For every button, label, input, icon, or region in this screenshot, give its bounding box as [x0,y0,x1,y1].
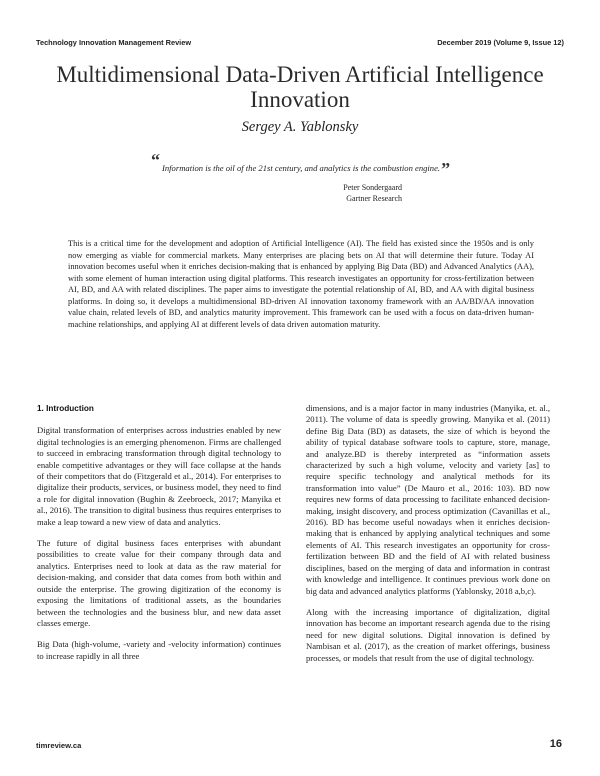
epigraph-affiliation: Gartner Research [346,194,402,203]
journal-name: Technology Innovation Management Review [36,38,192,47]
paragraph: Digital transformation of enterprises across industries enabled by new digital technologies is an emerging phenomenon. Firms are challenged to succeed in embracing transformation through digital technology to enable competitive advantages or they will face collapse at the hands of their competitors that do (Fitzgerald et al., 2014). For enterprises to digitalize their products, services, or business model, they need to find a role for digital innovation (Bughin & Zeebroeck, 2017; Manyika et al., 2016). The transition to digital business thus requires enterprises to make a leap toward a new view of data and analytics. [37,425,281,527]
epigraph-author: Peter Sondergaard [343,183,402,192]
epigraph-text: Information is the oil of the 21st century, and analytics is the combustion engine. [162,163,441,173]
paragraph: dimensions, and is a major factor in many industries (Manyika, et. al., 2011). The volume of data is speedly growing. Manyika et al. (2011) define Big Data (BD) as datasets, the size of which is beyond the ability of typical database software tools to capture, store, manage, and analyze.BD is thereby interpreted as “information assets characterized by such a high volume, velocity and variety [as] to require specific technology and analytical methods for its transformation into value” (De Mauro et al., 2016: 103). BD now requires new forms of data processing to facilitate enhanced decision-making, insight discovery, and process optimization (Cavanillas et al., 2016). BD has become useful nowadays when it enriches decision-making that is enhanced by applying analytical techniques and some elements of AI. This research investigates an opportunity for cross-fertilization between BD and the field of AI with related business disciplines, based on the merging of data and information in contrast with knowledge and intelligence. It continues previous work done on big data and advanced analytics platforms (Yablonsky, 2018 a,b,c). [306,403,550,596]
paragraph: Along with the increasing importance of digitalization, digital innovation has become an important research agenda due to the rising need for new digital solutions. Digital innovation is defined by Nambisan et al. (2017), as the creation of market offerings, business processes, or models that result from the use of digital technology. [306,606,550,663]
page-number: 16 [549,738,562,750]
abstract: This is a critical time for the development and adoption of Artificial Intelligence (AI). The field has existed since the 1950s and is only now emerging as viable for commercial markets. Many enterprises are placing bets on AI that will determine their future. Today AI innovation becomes useful when it enriches decision-making that is enhanced by applying Big Data (BD) and Advanced Analytics (AA), with some element of human interaction using digital platforms. This research investigates an opportunity for cross-fertilization between AI, BD, and AA with related disciplines. The paper aims to investigate the potential relationship of AI, BD, and AA with digital business platforms. In doing so, it develops a multidimensional BD-driven AI innovation taxonomy framework with an AA/BD/AA innovation value chain, related levels of BD, and analytics maturity improvement. This framework can be used with a focus on data-driven human-machine relationships, and applying AI at different levels of data driven automation maturity. [68,239,534,329]
epigraph-quote [162,156,452,179]
article-author: Sergey A. Yablonsky [241,119,359,135]
article-title: Multidimensional Data-Driven Artificial Intelligence Innovation [56,62,544,112]
epigraph-attribution [343,182,402,204]
paragraph: The future of digital business faces enterprises with abundant possibilities to create value for their company through data and analytics. Enterprises need to look at data as the raw material for decision-making, and consider that data comes from both within and outside the enterprise. The growing digitization of the economy is exposing the limitations of traditional assets, as the boundaries between the technologies and the business blur, and new data asset classes emerge. [37,538,281,628]
close-quote-icon: ” [441,159,451,179]
right-column [306,403,550,674]
left-column [37,403,281,672]
paragraph: Big Data (high-volume, -variety and -velocity information) continues to increase rapidly in all three [37,639,281,661]
issue-info: December 2019 (Volume 9, Issue 12) [437,38,564,47]
section-heading: 1. Introduction [37,404,94,413]
open-quote-icon: “ [151,150,160,170]
footer-site: timreview.ca [36,741,82,750]
